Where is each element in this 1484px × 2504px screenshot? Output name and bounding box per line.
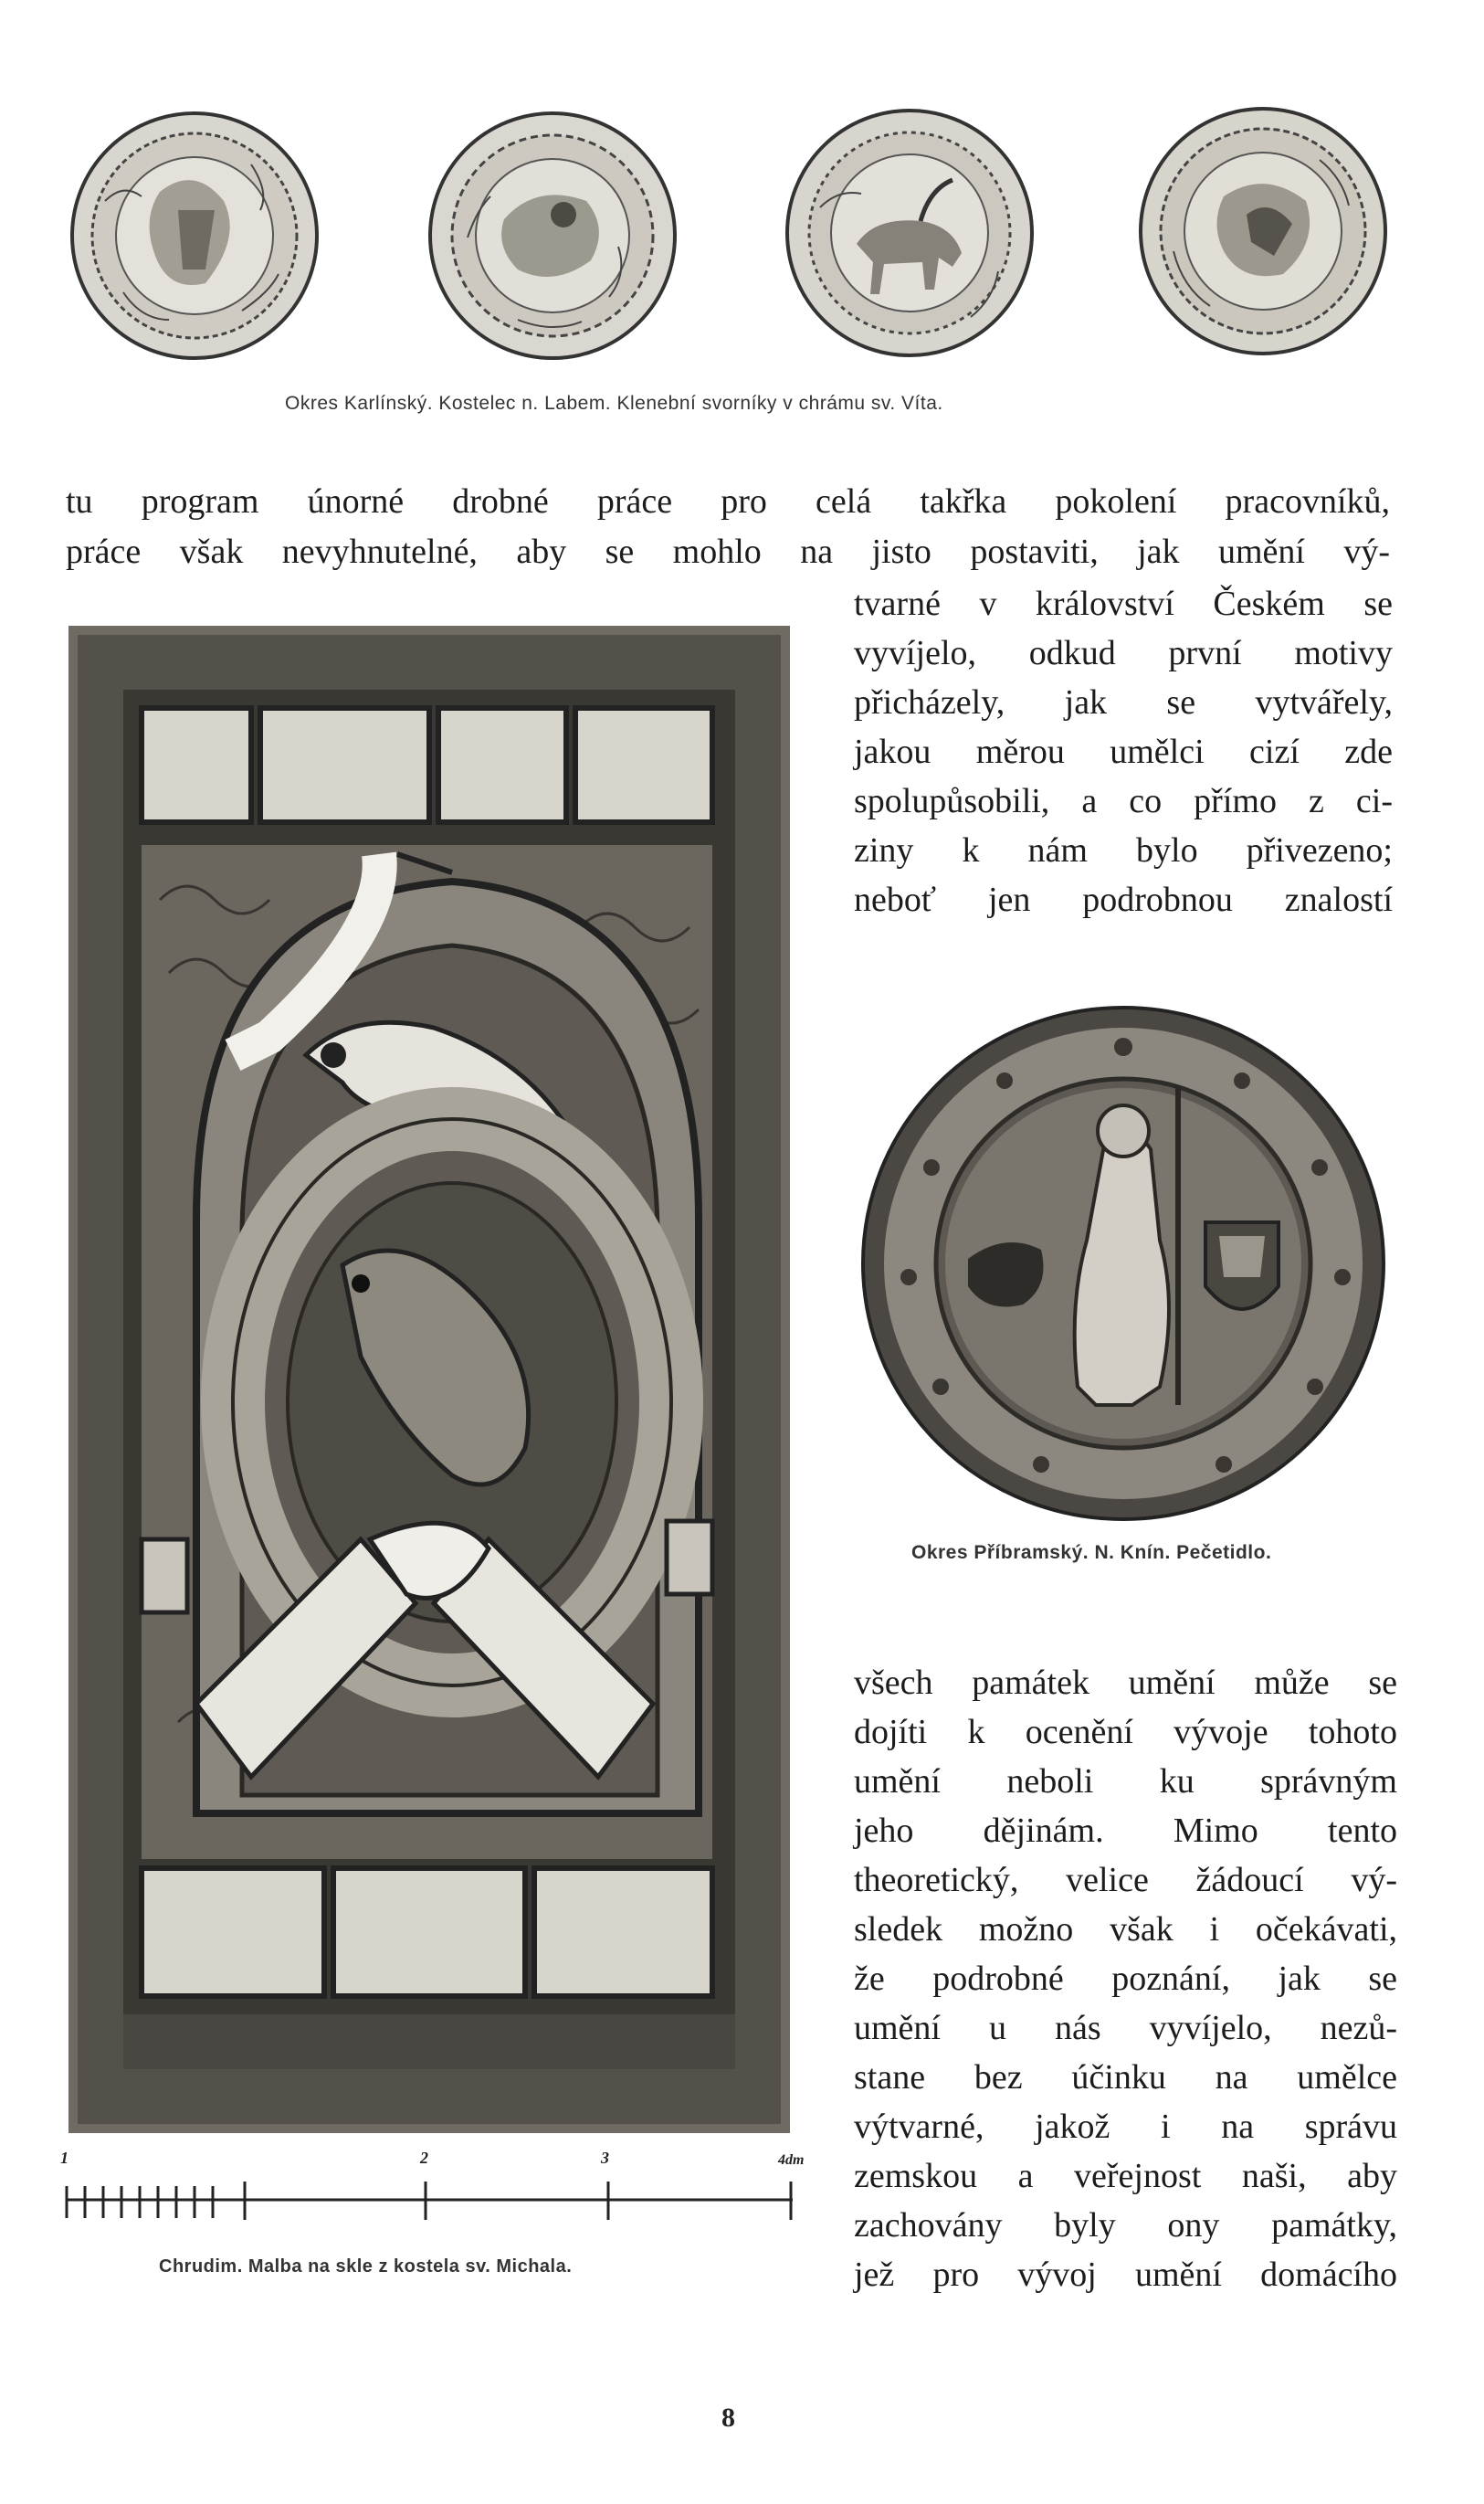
text-line: výtvarné, jakož i na správu	[854, 2108, 1397, 2146]
text-line: jeho dějinám. Mimo tento	[854, 1812, 1397, 1850]
text-line: stane bez účinku na umělce	[854, 2058, 1397, 2097]
text-line: zachovány byly ony památky,	[854, 2206, 1397, 2245]
text-line: ziny k nám bylo přivezeno;	[854, 831, 1393, 870]
glass-figure-caption: Chrudim. Malba na skle z kostela sv. Michala.	[159, 2256, 573, 2277]
scale-label-1: 1	[60, 2149, 68, 2167]
text-line: všech památek umění může se	[854, 1664, 1397, 1702]
text-line: tvarné v království Českém se	[854, 585, 1393, 623]
page-number: 8	[721, 2403, 735, 2433]
text-line: že podrobné poznání, jak se	[854, 1960, 1397, 1998]
scale-bar	[62, 2145, 805, 2227]
text-line: theoretický, velice žádoucí vý-	[854, 1861, 1397, 1899]
scale-label-3: 3	[601, 2149, 609, 2167]
top-figure-caption: Okres Karlínský. Kostelec n. Labem. Klenební svorníky v chrámu sv. Víta.	[285, 393, 943, 414]
keystone-boss-4	[1137, 105, 1389, 357]
stained-glass-image	[68, 626, 790, 2133]
seal-figure-caption: Okres Příbramský. N. Knín. Pečetidlo.	[911, 1542, 1272, 1563]
keystone-boss-2	[426, 110, 679, 362]
body-line-1: tu program únorné drobné práce pro celá takřka pokolení pracovníků,	[66, 482, 1390, 521]
text-line: umění neboli ku správným	[854, 1762, 1397, 1801]
body-line-2: práce však nevyhnutelné, aby se mohlo na jisto postaviti, jak umění vý-	[66, 533, 1390, 571]
keystone-boss-1	[68, 110, 321, 362]
text-line: umění u nás vyvíjelo, nezů-	[854, 2009, 1397, 2047]
scale-label-2: 2	[420, 2149, 428, 2167]
text-line: vyvíjelo, odkud první motivy	[854, 634, 1393, 672]
text-line: zemskou a veřejnost naši, aby	[854, 2157, 1397, 2195]
text-line: přicházely, jak se vytvářely,	[854, 683, 1393, 722]
right-column-bottom	[854, 1658, 1397, 2299]
seal-image	[858, 1003, 1388, 1524]
keystone-boss-3	[784, 107, 1036, 359]
text-line: spolupůsobili, a co přímo z ci-	[854, 782, 1393, 820]
text-line: jakou měrou umělci cizí zde	[854, 733, 1393, 771]
text-line: dojíti k ocenění vývoje tohoto	[854, 1713, 1397, 1751]
text-line: sledek možno však i očekávati,	[854, 1910, 1397, 1949]
scale-label-4: 4dm	[778, 2152, 805, 2168]
right-column-top	[854, 579, 1393, 924]
text-line: jež pro vývoj umění domácího	[854, 2256, 1397, 2294]
text-line: neboť jen podrobnou znalostí	[854, 881, 1393, 919]
